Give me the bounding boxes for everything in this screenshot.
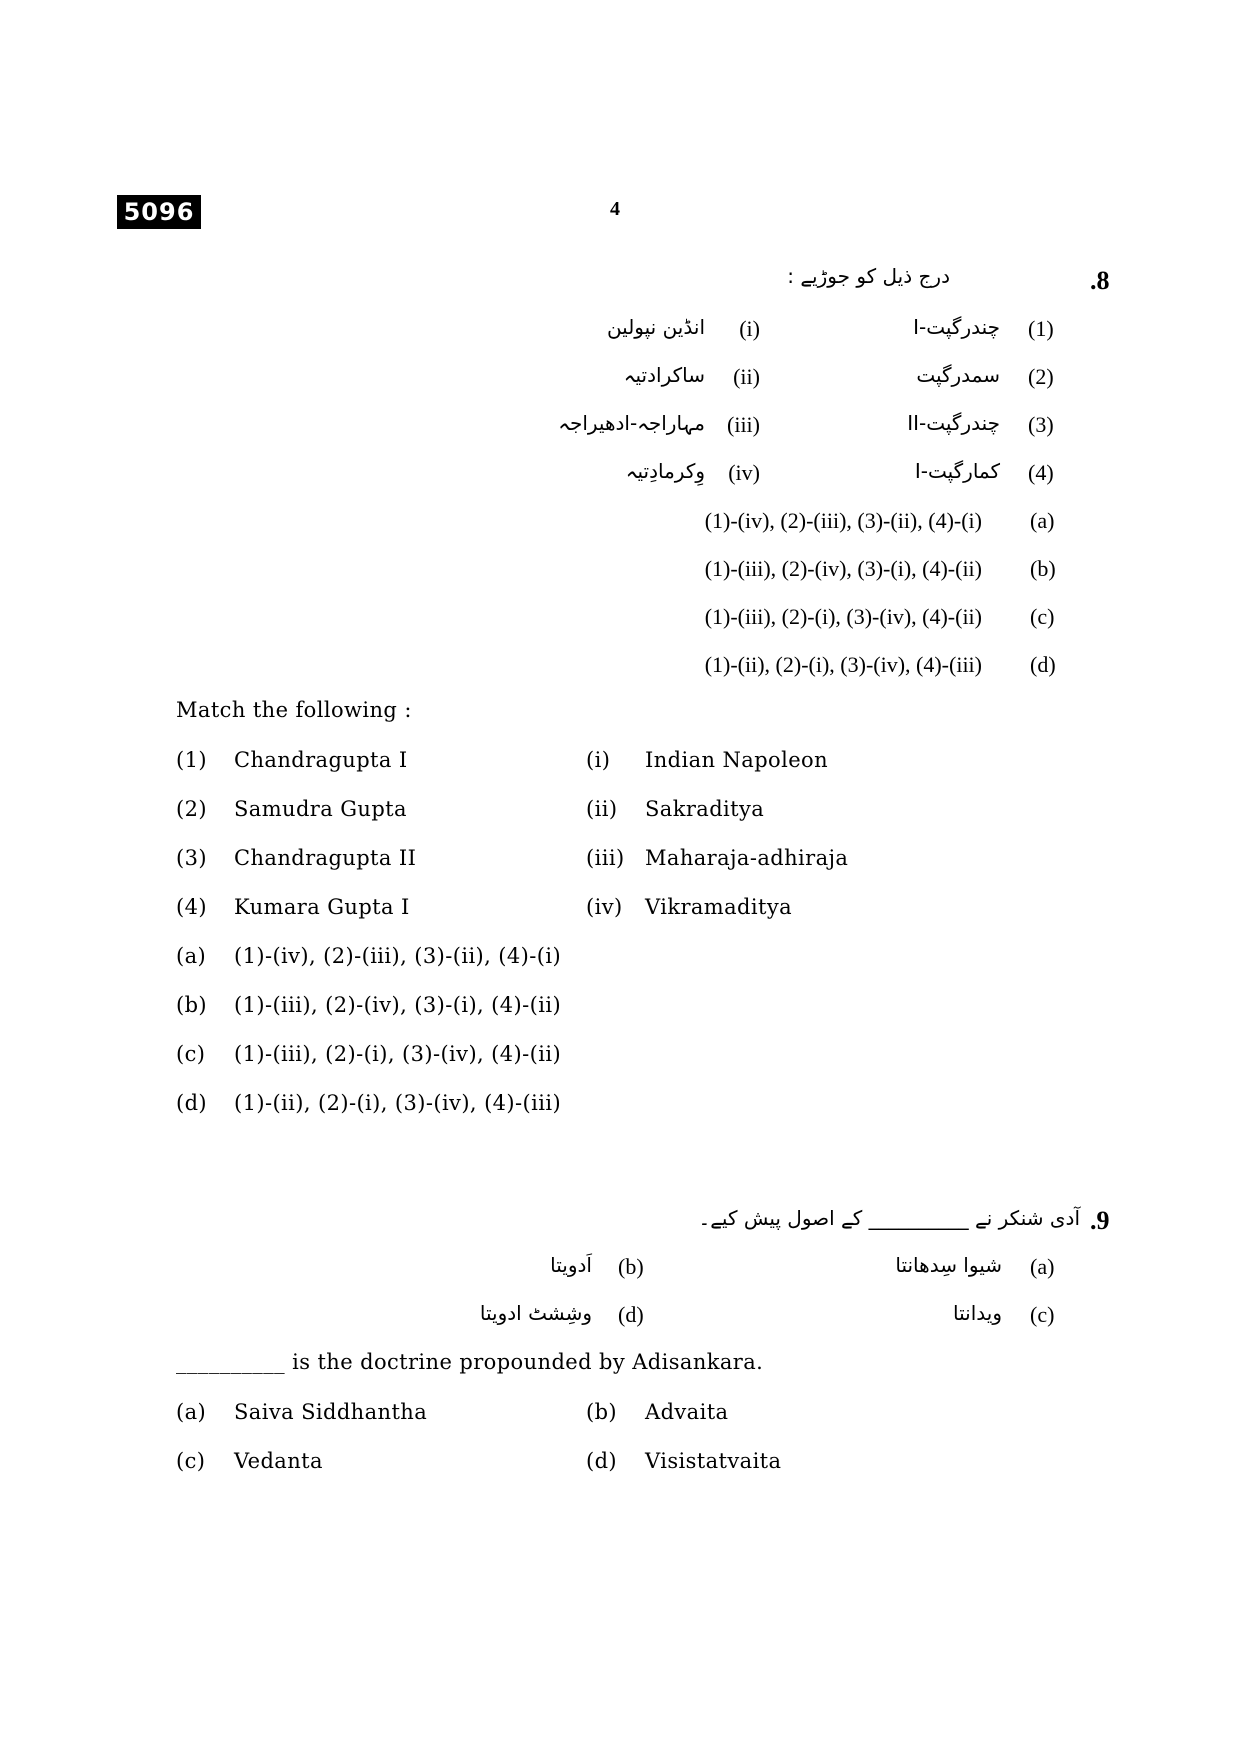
q8-urdu-right-label-3: (iii) xyxy=(727,412,760,437)
q8-right-label-4: (iv) xyxy=(586,895,623,919)
q8-left-label-3: (3) xyxy=(176,846,207,870)
q9-urdu-option-a: شیوا سِدھانتا xyxy=(895,1253,1002,1277)
q9-option-label-a: (a) xyxy=(176,1400,207,1424)
q9-option-label-b: (b) xyxy=(586,1400,618,1424)
q8-left-text-4: Kumara Gupta I xyxy=(234,895,410,919)
q8-urdu-option-b: (1)-(iii), (2)-(iv), (3)-(i), (4)-(ii) xyxy=(704,556,982,581)
q8-option-label-b: (b) xyxy=(176,993,208,1017)
q8-left-text-1: Chandragupta I xyxy=(234,748,408,772)
q8-option-label-c: (c) xyxy=(176,1042,206,1066)
q8-left-label-2: (2) xyxy=(176,797,207,821)
q8-urdu-option-label-b: (b) xyxy=(1030,556,1056,581)
q8-right-label-1: (i) xyxy=(586,748,611,772)
q9-option-label-d: (d) xyxy=(586,1449,618,1473)
q8-urdu-right-label-2: (ii) xyxy=(733,364,760,389)
q8-right-text-1: Indian Napoleon xyxy=(645,748,828,772)
q8-option-c: (1)-(iii), (2)-(i), (3)-(iv), (4)-(ii) xyxy=(234,1042,562,1066)
q9-english-prompt: __________ is the doctrine propounded by Adisankara. xyxy=(176,1350,764,1374)
q8-right-text-2: Sakraditya xyxy=(645,797,765,821)
q8-urdu-left-label-2: (2) xyxy=(1028,364,1054,389)
q8-urdu-option-label-c: (c) xyxy=(1030,604,1055,629)
q8-left-label-4: (4) xyxy=(176,895,207,919)
q8-urdu-left-text-3: چندرگپت-II xyxy=(907,411,1000,435)
q8-english-prompt: Match the following : xyxy=(176,698,412,722)
page-number: 4 xyxy=(610,198,620,220)
q8-left-text-3: Chandragupta II xyxy=(234,846,417,870)
q8-urdu-left-label-3: (3) xyxy=(1028,412,1054,437)
q8-right-label-2: (ii) xyxy=(586,797,618,821)
q8-number: .8 xyxy=(1090,266,1110,295)
paper-code-badge: 5096 xyxy=(117,195,201,229)
q8-urdu-right-text-1: انڈین نپولین xyxy=(606,315,705,339)
q8-urdu-left-label-4: (4) xyxy=(1028,460,1054,485)
q9-urdu-option-b: اَدویتا xyxy=(550,1253,592,1277)
q9-option-b: Advaita xyxy=(645,1400,729,1424)
q8-urdu-option-c: (1)-(iii), (2)-(i), (3)-(iv), (4)-(ii) xyxy=(704,604,982,629)
q8-urdu-right-text-4: وِکرمادِتیہ xyxy=(625,459,705,483)
q8-urdu-left-text-1: چندرگپت-I xyxy=(913,315,1000,339)
q8-option-b: (1)-(iii), (2)-(iv), (3)-(i), (4)-(ii) xyxy=(234,993,562,1017)
q8-urdu-option-label-d: (d) xyxy=(1030,652,1056,677)
q8-right-text-3: Maharaja-adhiraja xyxy=(645,846,849,870)
q9-urdu-option-label-d: (d) xyxy=(618,1302,644,1327)
q9-option-a: Saiva Siddhantha xyxy=(234,1400,428,1424)
q8-left-text-2: Samudra Gupta xyxy=(234,797,407,821)
q9-urdu-option-label-b: (b) xyxy=(618,1254,644,1279)
q8-urdu-left-text-2: سمدرگپت xyxy=(916,363,1000,387)
q8-urdu-option-a: (1)-(iv), (2)-(iii), (3)-(ii), (4)-(i) xyxy=(704,508,982,533)
q9-number: .9 xyxy=(1090,1206,1110,1235)
q9-urdu-option-d: وشِشٹ ادویتا xyxy=(479,1301,592,1325)
q8-right-text-4: Vikramaditya xyxy=(645,895,793,919)
q8-urdu-prompt: درج ذیل کو جوڑیے : xyxy=(787,264,950,288)
q8-urdu-right-label-1: (i) xyxy=(739,316,760,341)
q9-urdu-option-c: ویدانتا xyxy=(953,1301,1002,1325)
q8-urdu-option-d: (1)-(ii), (2)-(i), (3)-(iv), (4)-(iii) xyxy=(704,652,982,677)
q8-urdu-left-text-4: کمارگپت-I xyxy=(914,459,1000,483)
q8-left-label-1: (1) xyxy=(176,748,207,772)
q8-urdu-right-text-2: ساکرادتیہ xyxy=(623,363,705,387)
q9-option-c: Vedanta xyxy=(234,1449,323,1473)
q8-option-d: (1)-(ii), (2)-(i), (3)-(iv), (4)-(iii) xyxy=(234,1091,562,1115)
q8-urdu-left-label-1: (1) xyxy=(1028,316,1054,341)
q8-urdu-right-text-3: مہاراجہ-ادھیراجہ xyxy=(558,411,705,435)
q9-urdu-option-label-c: (c) xyxy=(1030,1302,1055,1327)
q9-urdu-prompt: آدی شنکر نے __________ کے اصول پیش کیے۔ xyxy=(698,1206,1080,1230)
q9-option-d: Visistatvaita xyxy=(645,1449,782,1473)
q8-option-label-d: (d) xyxy=(176,1091,208,1115)
q8-urdu-option-label-a: (a) xyxy=(1030,508,1055,533)
q8-option-a: (1)-(iv), (2)-(iii), (3)-(ii), (4)-(i) xyxy=(234,944,562,968)
q8-right-label-3: (iii) xyxy=(586,846,625,870)
q9-urdu-option-label-a: (a) xyxy=(1030,1254,1055,1279)
q8-option-label-a: (a) xyxy=(176,944,207,968)
q8-urdu-right-label-4: (iv) xyxy=(728,460,760,485)
q9-option-label-c: (c) xyxy=(176,1449,206,1473)
